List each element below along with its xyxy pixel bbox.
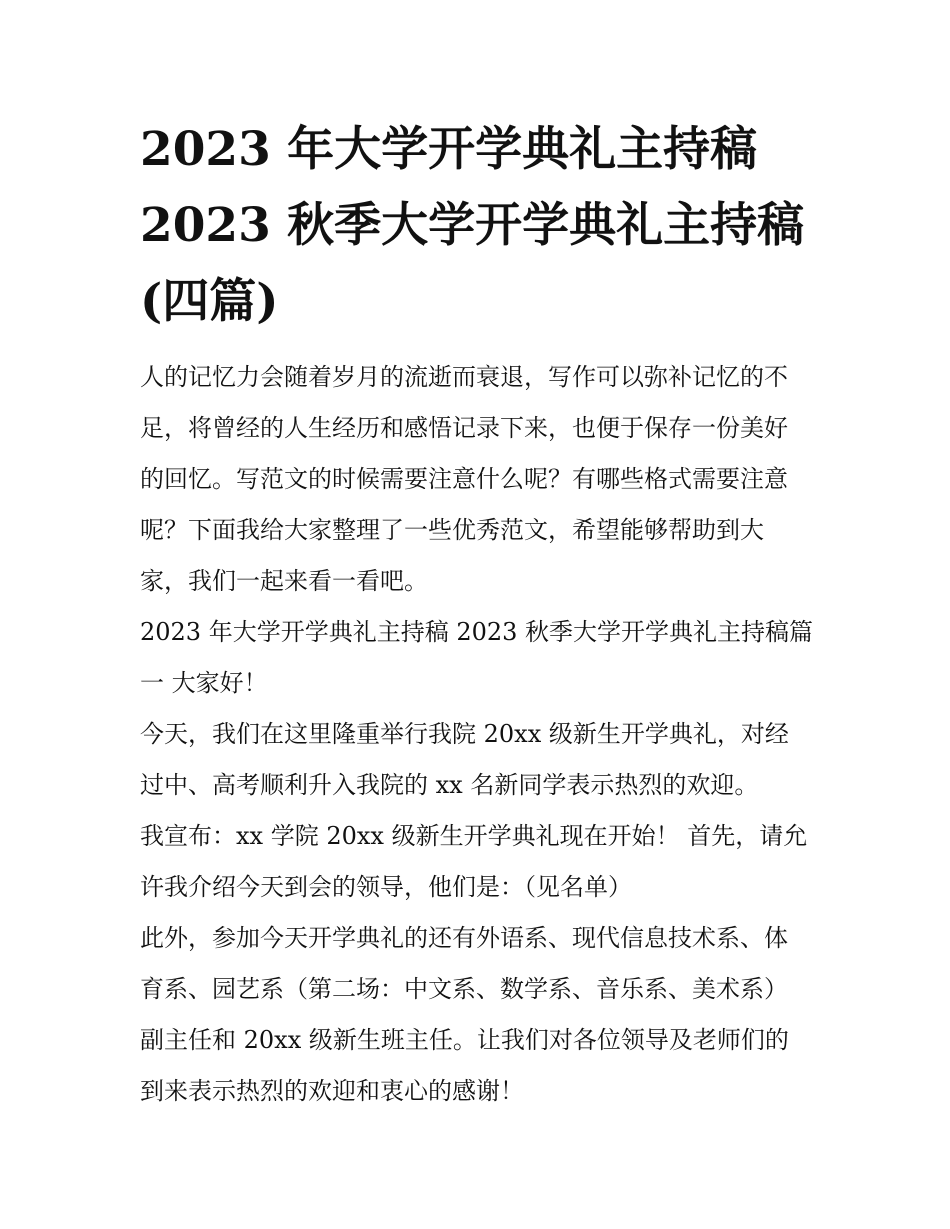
document-body <box>140 352 830 1117</box>
title-line: 2023 年大学开学典礼主持稿 <box>140 122 758 177</box>
body-line: 此外，参加今天开学典礼的还有外语系、现代信息技术系、体 <box>140 924 788 952</box>
body-line: 今天，我们在这里隆重举行我院 20xx 级新生开学典礼，对经 <box>140 720 789 748</box>
body-line: 育系、园艺系（第二场：中文系、数学系、音乐系、美术系） <box>140 975 788 1003</box>
body-line: 副主任和 20xx 级新生班主任。让我们对各位领导及老师们的 <box>140 1026 789 1054</box>
body-line: 我宣布：xx 学院 20xx 级新生开学典礼现在开始！ 首先，请允 <box>140 822 808 850</box>
body-line: 许我介绍今天到会的领导，他们是：（见名单） <box>140 873 632 901</box>
body-line: 呢？下面我给大家整理了一些优秀范文，希望能够帮助到大 <box>140 516 764 544</box>
body-line: 的回忆。写范文的时候需要注意什么呢？有哪些格式需要注意 <box>140 465 788 493</box>
body-line: 足，将曾经的人生经历和感悟记录下来，也便于保存一份美好 <box>140 414 788 442</box>
body-line: 人的记忆力会随着岁月的流逝而衰退，写作可以弥补记忆的不 <box>140 363 788 391</box>
title-line: 2023 秋季大学开学典礼主持稿 <box>140 198 805 253</box>
body-line: 2023 年大学开学典礼主持稿 2023 秋季大学开学典礼主持稿篇 <box>140 618 814 646</box>
body-line: 过中、高考顺利升入我院的 xx 名新同学表示热烈的欢迎。 <box>140 771 759 799</box>
title-line: (四篇) <box>140 274 279 329</box>
body-line: 家，我们一起来看一看吧。 <box>140 567 428 595</box>
document-title <box>140 112 840 340</box>
body-line: 到来表示热烈的欢迎和衷心的感谢！ <box>140 1077 524 1105</box>
body-line: 一 大家好！ <box>140 669 268 697</box>
